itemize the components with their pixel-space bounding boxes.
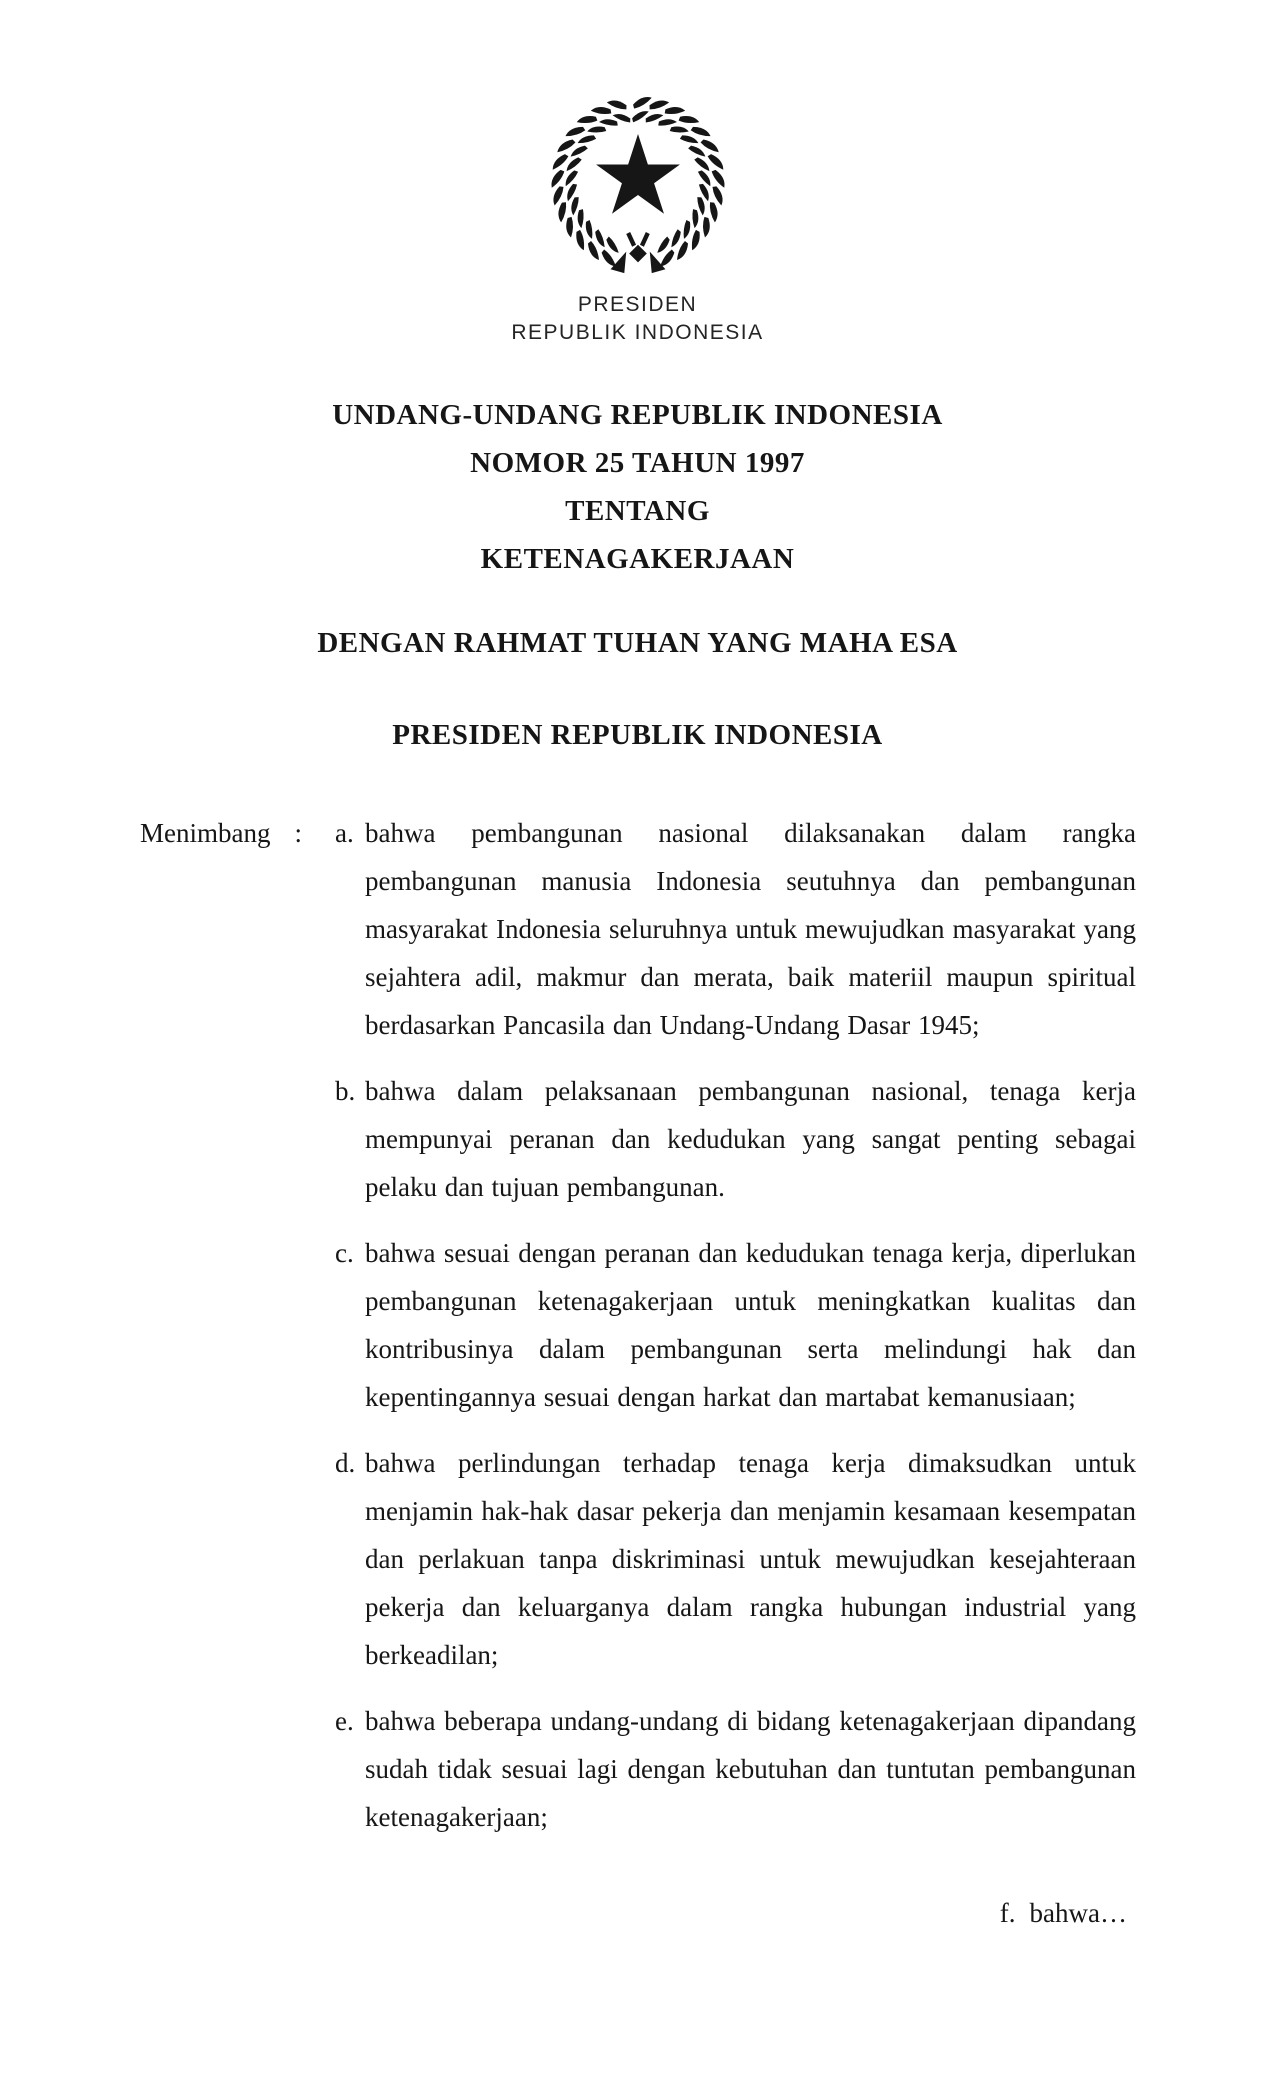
presidential-star-emblem [540, 85, 736, 281]
item-marker: c. [335, 1238, 354, 1268]
item-marker: d. [335, 1448, 356, 1478]
catchword-marker: f. [999, 1898, 1016, 1928]
catchword [1000, 1893, 1127, 1933]
catchword-text: bahwa… [1029, 1898, 1127, 1928]
title-line-3: TENTANG [565, 495, 710, 527]
consideration-item-b [140, 1067, 1136, 1211]
letterhead-line-republik-indonesia: REPUBLIK INDONESIA [511, 321, 764, 344]
consideration-item-e [140, 1697, 1136, 1841]
item-text: bahwa sesuai dengan peranan dan kedudukan tenaga kerja, diperlukan pembangunan ketenagakerjaan untuk meningkatkan kualitas dan kontribusinya dalam pembangunan serta melindungi hak dan kepentingannya sesuai dengan harkat dan martabat kemanusiaan; [365, 1238, 1136, 1412]
letterhead [0, 291, 1275, 347]
considerations-section [140, 809, 1136, 1841]
item-text: bahwa dalam pelaksanaan pembangunan nasional, tenaga kerja mempunyai peranan dan kedudukan yang sangat penting sebagai pelaku dan tujuan pembangunan. [365, 1076, 1136, 1202]
consideration-item-a [140, 809, 1136, 1049]
ribbon-bow-icon [610, 232, 665, 273]
item-text: bahwa pembangunan nasional dilaksanakan dalam rangka pembangunan manusia Indonesia seutuhnya dan pembangunan masyarakat Indonesia seluruhnya untuk mewujudkan masyarakat yang sejahtera adil, makmur dan merata, baik materiil maupun spiritual berdasarkan Pancasila dan Undang-Undang Dasar 1945; [365, 818, 1136, 1040]
item-text: bahwa beberapa undang-undang di bidang ketenagakerjaan dipandang sudah tidak sesuai lagi dengan kebutuhan dan tuntutan pembangunan ketenagakerjaan; [365, 1706, 1136, 1832]
consideration-item-c [140, 1229, 1136, 1421]
motto-line: DENGAN RAHMAT TUHAN YANG MAHA ESA [317, 627, 958, 659]
item-marker: a. [335, 818, 354, 848]
star-icon [596, 134, 680, 214]
letterhead-line-presiden: PRESIDEN [577, 293, 698, 316]
document-title [0, 391, 1275, 583]
item-marker: b. [335, 1076, 356, 1106]
consideration-item-d [140, 1439, 1136, 1679]
item-marker: e. [335, 1706, 354, 1736]
considerations-label-text: Menimbang [140, 818, 271, 848]
considerations-separator: : [294, 818, 302, 848]
considerations-label [140, 809, 335, 857]
title-line-4: KETENAGAKERJAAN [480, 543, 795, 575]
title-line-1: UNDANG-UNDANG REPUBLIK INDONESIA [332, 399, 943, 431]
title-line-2: NOMOR 25 TAHUN 1997 [470, 447, 805, 479]
issuer-line: PRESIDEN REPUBLIK INDONESIA [392, 719, 883, 751]
item-text: bahwa perlindungan terhadap tenaga kerja dimaksudkan untuk menjamin hak-hak dasar pekerja dan menjamin kesamaan kesempatan dan perlakuan tanpa diskriminasi untuk mewujudkan kesejahteraan pekerja dan keluarganya dalam rangka hubungan industrial yang berkeadilan; [365, 1448, 1136, 1670]
